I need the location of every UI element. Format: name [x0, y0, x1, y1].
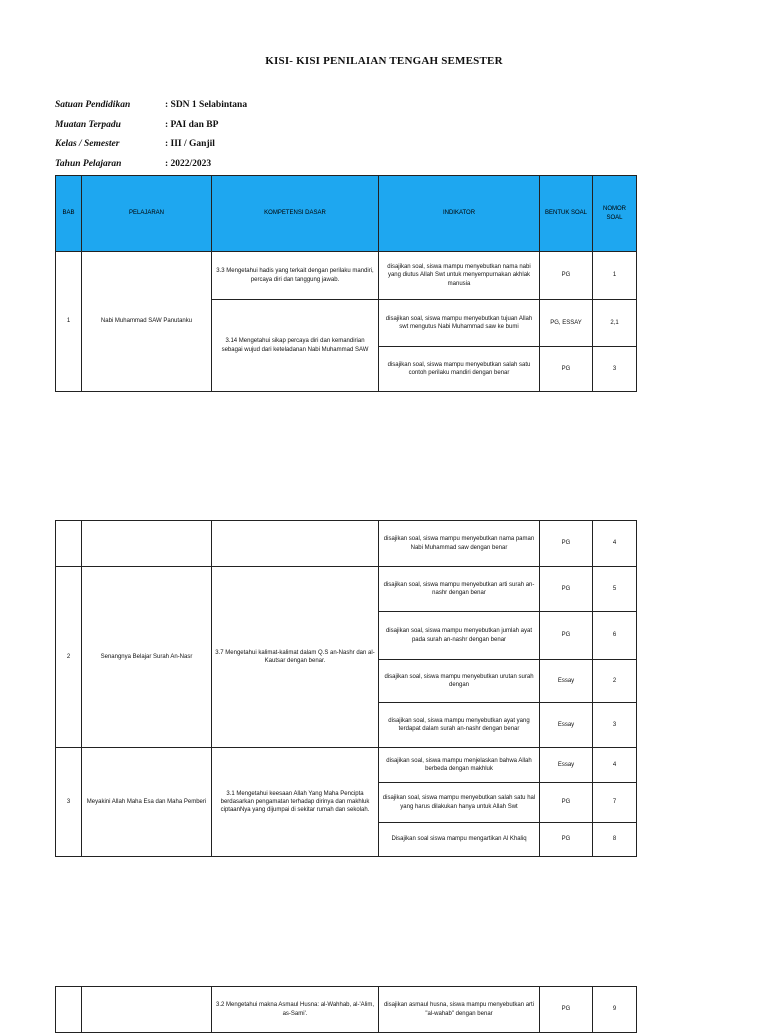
table-row	[56, 567, 637, 612]
meta-value: : PAI dan BP	[165, 119, 219, 130]
nomor-cell: 4	[593, 748, 637, 783]
pelajaran-cell	[82, 987, 212, 1033]
table-row	[56, 987, 637, 1033]
bab-cell: 3	[56, 748, 82, 857]
meta-value: : 2022/2023	[165, 159, 212, 170]
bentuk-cell: PG	[540, 987, 593, 1033]
kd-cell: 3.1 Mengetahui keesaan Allah Yang Maha Pencipta berdasarkan pengamatan terhadap dirinya dan makhluk ciptaanNya yang dijumpai di sekitar rumah dan sekolah.	[212, 748, 379, 857]
nomor-cell: 8	[593, 823, 637, 857]
kd-cell: 3.3 Mengetahui hadis yang terkait dengan perilaku mandiri, percaya diri dan tanggung jawab.	[212, 252, 379, 300]
bentuk-cell: Essay	[540, 748, 593, 783]
indikator-cell: disajikan soal, siswa mampu menyebutkan salah satu contoh perilaku mandiri dengan benar	[379, 347, 540, 392]
bab-cell: 1	[56, 252, 82, 392]
meta-row-muatan	[55, 116, 247, 136]
meta-label: Kelas / Semester	[55, 139, 120, 150]
bentuk-cell: PG	[540, 783, 593, 823]
table-header-row	[56, 176, 637, 252]
indikator-cell: disajikan soal, siswa mampu menyebutkan urutan surah dengan	[379, 660, 540, 703]
nomor-cell: 7	[593, 783, 637, 823]
bentuk-cell: PG	[540, 823, 593, 857]
nomor-cell: 2,1	[593, 300, 637, 347]
meta-label: Muatan Terpadu	[55, 119, 121, 130]
nomor-cell: 4	[593, 521, 637, 567]
meta-row-tahun	[55, 155, 247, 175]
header-bentuk-soal: BENTUK SOAL	[540, 176, 593, 252]
pelajaran-cell: Senangnya Belajar Surah An-Nasr	[82, 567, 212, 748]
bab-cell	[56, 521, 82, 567]
bentuk-cell: PG	[540, 521, 593, 567]
nomor-cell: 3	[593, 347, 637, 392]
kd-cell: 3.2 Mengetahui makna Asmaul Husna: al-Wahhab, al-'Alim, as-Sami'.	[212, 987, 379, 1033]
table-row	[56, 748, 637, 783]
kd-cell: 3.14 Mengetahui sikap percaya diri dan kemandirian sebagai wujud dari keteladanan Nabi Muhammad SAW	[212, 300, 379, 392]
kisi-table-section-3	[55, 986, 637, 1033]
indikator-cell: Disajikan soal siswa mampu mengartikan Al Khaliq	[379, 823, 540, 857]
indikator-cell: disajikan soal, siswa mampu menyebutkan nama paman Nabi Muhammad saw dengan benar	[379, 521, 540, 567]
indikator-cell: disajikan soal, siswa mampu menyebutkan nama nabi yang diutus Allah Swt untuk menyempurnakan akhlak manusia	[379, 252, 540, 300]
bentuk-cell: PG, ESSAY	[540, 300, 593, 347]
nomor-cell: 6	[593, 612, 637, 660]
pelajaran-cell: Meyakini Allah Maha Esa dan Maha Pemberi	[82, 748, 212, 857]
indikator-cell: disajikan soal, siswa mampu menyebutkan ayat yang terdapat dalam surah an-nashr dengan benar	[379, 703, 540, 748]
pelajaran-cell: Nabi Muhammad SAW Panutanku	[82, 252, 212, 392]
meta-row-satuan	[55, 96, 247, 116]
meta-value: : SDN 1 Selabintana	[165, 100, 248, 110]
indikator-cell: disajikan soal, siswa mampu menjelaskan bahwa Allah berbeda dengan makhluk	[379, 748, 540, 783]
bentuk-cell: PG	[540, 567, 593, 612]
header-pelajaran: PELAJARAN	[82, 176, 212, 252]
bab-cell: 2	[56, 567, 82, 748]
pelajaran-cell	[82, 521, 212, 567]
bentuk-cell: PG	[540, 347, 593, 392]
header-bab: BAB	[56, 176, 82, 252]
indikator-cell: disajikan soal, siswa mampu menyebutkan arti surah an-nashr dengan benar	[379, 567, 540, 612]
kisi-table-section-2	[55, 520, 637, 857]
indikator-cell: disajikan soal, siswa mampu menyebutkan tujuan Allah swt mengutus Nabi Muhammad saw ke bumi	[379, 300, 540, 347]
nomor-cell: 1	[593, 252, 637, 300]
document-meta	[55, 96, 247, 175]
kd-cell	[212, 521, 379, 567]
kd-cell: 3.7 Mengetahui kalimat-kalimat dalam Q.S an-Nashr dan al-Kautsar dengan benar.	[212, 567, 379, 748]
meta-label: Tahun Pelajaran	[55, 159, 122, 170]
table-row	[56, 252, 637, 300]
nomor-cell: 3	[593, 703, 637, 748]
bentuk-cell: Essay	[540, 703, 593, 748]
header-nomor-soal: NOMOR SOAL	[593, 176, 637, 252]
meta-value: : III / Ganjil	[165, 139, 215, 150]
indikator-cell: disajikan soal, siswa mampu menyebutkan salah satu hal yang harus dilakukan hanya untuk Allah Swt	[379, 783, 540, 823]
indikator-cell: disajikan soal, siswa mampu menyebutkan jumlah ayat pada surah an-nashr dengan benar	[379, 612, 540, 660]
nomor-cell: 9	[593, 987, 637, 1033]
bab-cell	[56, 987, 82, 1033]
bentuk-cell: PG	[540, 612, 593, 660]
nomor-cell: 2	[593, 660, 637, 703]
bentuk-cell: Essay	[540, 660, 593, 703]
bentuk-cell: PG	[540, 252, 593, 300]
header-kompetensi-dasar: KOMPETENSI DASAR	[212, 176, 379, 252]
page-title: KISI- KISI PENILAIAN TENGAH SEMESTER	[265, 55, 503, 67]
meta-label: Satuan Pendidikan	[55, 100, 131, 110]
indikator-cell: disajikan asmaul husna, siswa mampu menyebutkan arti "al-wahab" dengan benar	[379, 987, 540, 1033]
table-row	[56, 521, 637, 567]
nomor-cell: 5	[593, 567, 637, 612]
kisi-table-section-1	[55, 175, 637, 392]
meta-row-kelas	[55, 135, 247, 155]
header-indikator: INDIKATOR	[379, 176, 540, 252]
